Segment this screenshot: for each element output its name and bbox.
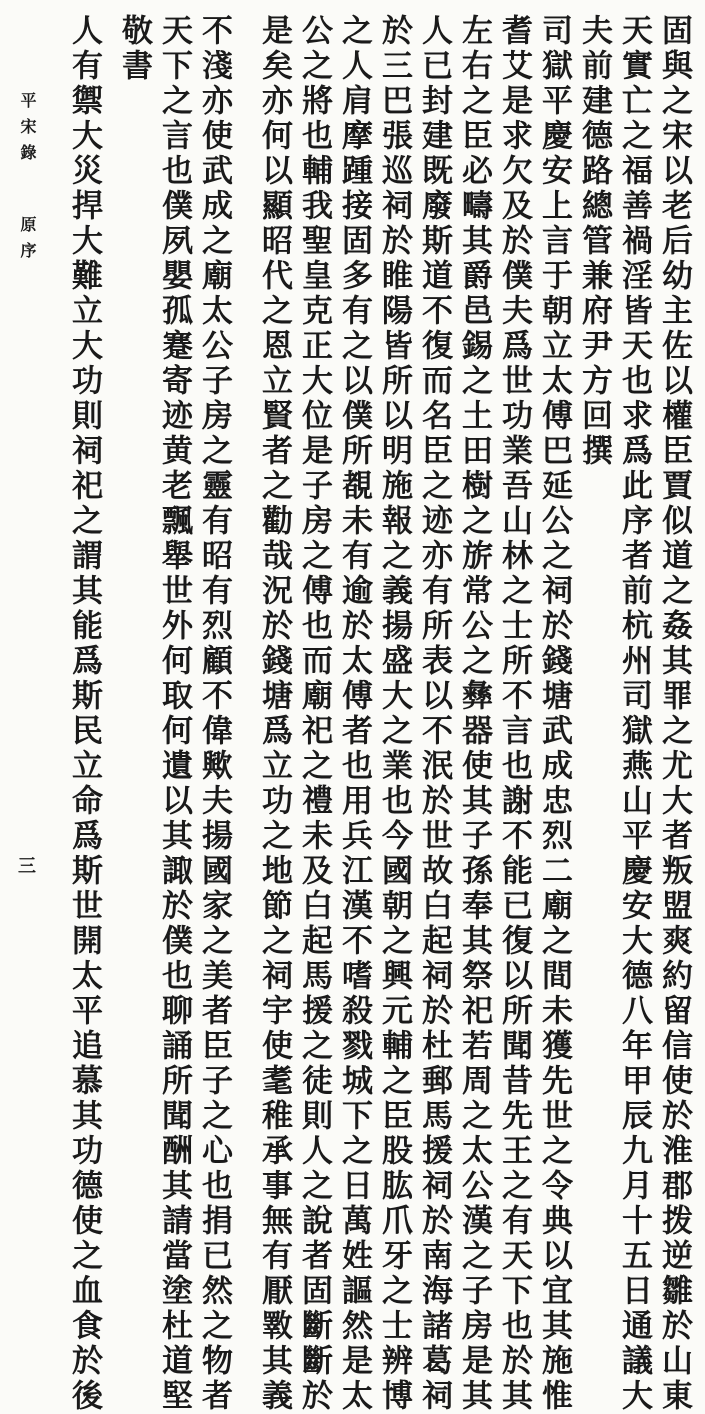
text-column-7: 人已封建既廢斯道不復而名臣之迹亦有所表以不泯於世故白起祠於杜郵馬援祠於南海諸葛祠 bbox=[416, 14, 452, 1414]
text-column-13: 天下之言也僕夙嬰孤蹇寄迹黄老飄舉世外何取何遺以其諏於僕也聊誦所聞酬其請當塗杜道堅 bbox=[156, 14, 192, 1414]
text-column-14: 敬書 bbox=[116, 14, 152, 84]
text-column-1: 固與之宋以老后幼主佐以權臣賈似道之姦其罪之尤大者叛盟爽約留信使於淮郡拨逆雛於山東 bbox=[656, 14, 692, 1414]
text-column-2: 天實亡之福善禍淫皆天也求爲此序者前杭州司獄燕山平慶安大德八年甲辰九月十五日通議大 bbox=[616, 14, 652, 1414]
text-column-4: 司獄平慶安上言于朝立太傅巴延公之祠於錢塘武成忠烈二廟之間未獲先世之令典以宜其施惟 bbox=[536, 14, 572, 1414]
text-column-11: 是矣亦何以顯昭代之恩立賢者之勸哉況於錢塘爲立功之地節之祠宇使耄稚承事無有厭斁其義 bbox=[256, 14, 292, 1414]
text-column-3: 夫前建德路總管兼府尹方回撰 bbox=[576, 14, 612, 469]
text-column-8: 於三巴張巡祠於睢陽皆所以明施報之義揚盛大之業也今國朝之興元輔之臣股肱爪牙之士辨博 bbox=[376, 14, 412, 1414]
margin-title bbox=[16, 92, 39, 268]
text-column-10: 公之將也輔我聖皇克正大位是子房之傅也而廟祀之禮未及白起馬援之徒則人之說者固斷斷於 bbox=[296, 14, 332, 1414]
text-column-15: 人有禦大災捍大難立大功則祠祀之謂其能爲斯民立命爲斯世開太平追慕其功德使之血食於後 bbox=[66, 14, 102, 1414]
text-column-12: 不淺亦使武成之廟太公子房之靈有昭有烈顧不偉歟夫揚國家之美者臣子之心也捐已然之物者 bbox=[196, 14, 232, 1414]
section-label: 原序 bbox=[18, 216, 37, 268]
text-column-5: 耆艾是求欠及於僕夫爲世功業吾山林之士所不言也謝不能已復以所聞昔先王之有天下也於其 bbox=[496, 14, 532, 1414]
text-column-9: 之人肩摩踵接固多有之以僕所覩未有逾於太傅者也用兵江漢不嗜殺戮城下之日萬姓謳然是太 bbox=[336, 14, 372, 1414]
page-number: 三 bbox=[18, 856, 36, 877]
text-column-6: 左右之臣必疇其爵邑錫之土田樹之旂常公之彝器使其子孫奉其祭祀若周之太公漢之子房是其 bbox=[456, 14, 492, 1414]
book-title: 平宋錄 bbox=[18, 92, 37, 170]
